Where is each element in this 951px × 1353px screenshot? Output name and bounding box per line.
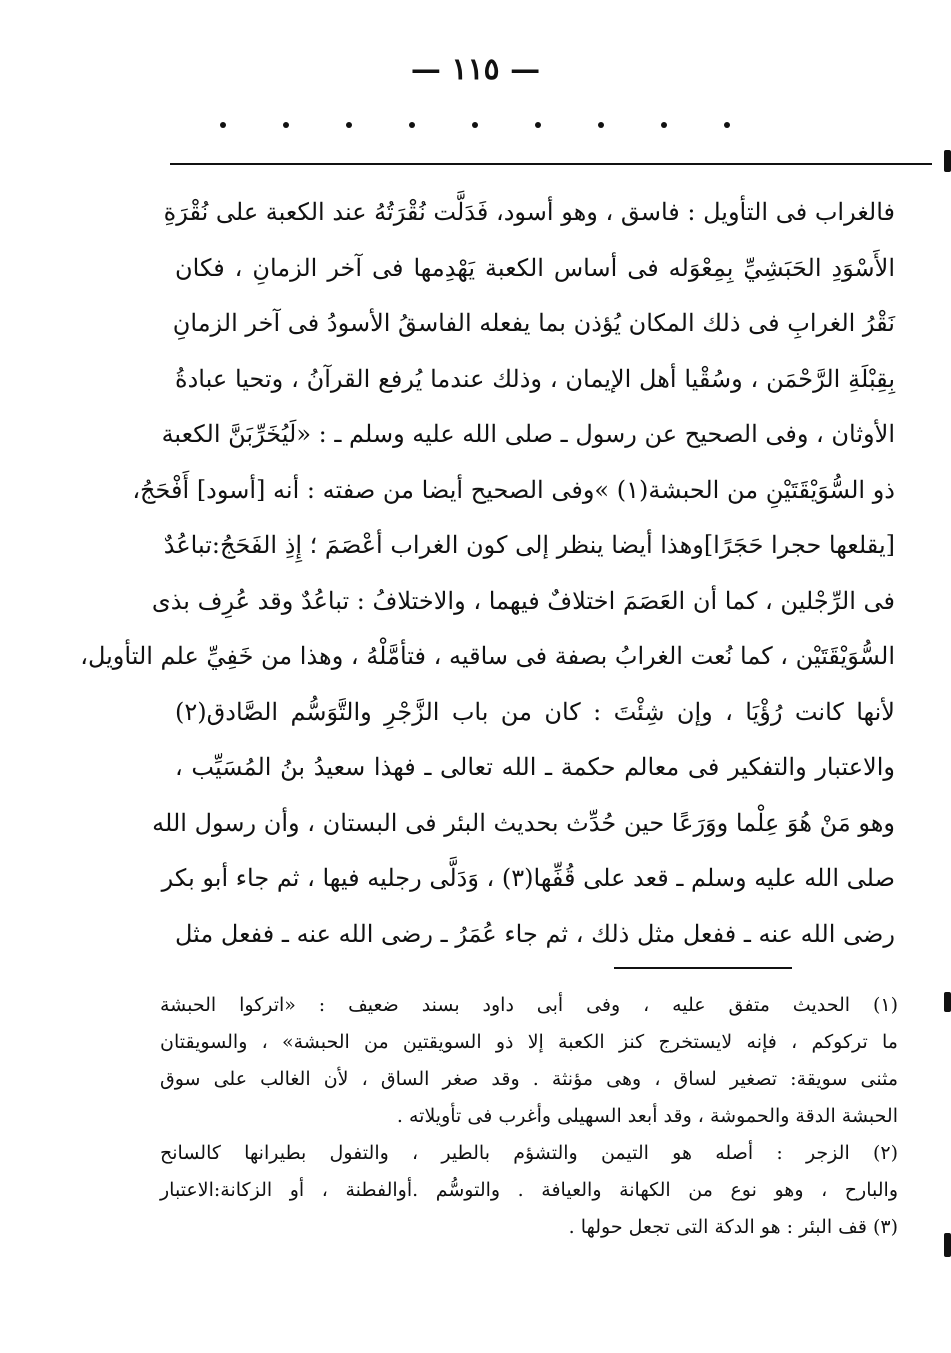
body-line: لأنها كانت رُؤْيَا ، وإن شِئْتَ : كان من باب الزَّجْرِ والتَّوَسُّم الصَّادق(٢) <box>175 697 895 726</box>
ornament-dot <box>598 122 604 128</box>
body-line: رضى الله عنه ـ ففعل مثل ذلك ، ثم جاء عُمَرُ ـ رضى الله عنه ـ ففعل مثل <box>175 919 895 948</box>
footnote-line: مثنى سويقة: تصغير لساق ، وهى مؤنثة . وقد صغر الساق ، لأن الغالب على سوق <box>160 1068 898 1090</box>
ornament-dot <box>661 122 667 128</box>
ornament-dots <box>220 122 730 128</box>
ornament-dot <box>220 122 226 128</box>
body-line: فالغراب فى التأويل : فاسق ، وهو أسود، فَدَلَّت نُقْرَتُهُ عند الكعبة على نُقْرَةِ <box>163 198 895 226</box>
footnote-rule <box>614 967 792 969</box>
body-line: وهو مَنْ هُوَ عِلْما ووَرَعًا حين حُدِّث بحديث البئر فى البستان ، وأن رسول الله <box>152 808 895 837</box>
body-line: صلى الله عليه وسلم ـ قعد على قُفِّها(٣) ، وَدَلَّى رجليه فيها ، ثم جاء أبو بكر <box>161 864 895 892</box>
page-number: — ١١٥ — <box>410 52 541 87</box>
footnote-line: والبارح ، وهو نوع من الكهانة والعيافة . والتوسُّم .أوالفطنة ، أو الزكانة:الاعتبار <box>160 1179 898 1201</box>
ornament-dot <box>283 122 289 128</box>
scan-margin-mark <box>944 992 951 1012</box>
footnote-line: (٢) الزجر : أصله هو التيمن والتشؤم بالطير ، والتفول بطيرانها كالسانح <box>160 1142 898 1164</box>
body-text <box>80 185 896 962</box>
footnote-line: ما تركوكم ، فإنه لايستخرج كنز الكعبة إلا ذو السويقتين من الحبشة» ، والسويقتان <box>160 1031 898 1053</box>
body-line: السُّوَيْقَتَيْن ، كما نُعت الغرابُ بصفة فى ساقيه ، فتأمَّلْهُ ، وهذا من خَفِيِّ علم التأويل، <box>80 642 895 670</box>
footnote-line: الحبشة الدقة والحموشة ، وقد أبعد السهيلى وأغرب فى تأويلاته . <box>396 1105 898 1127</box>
body-line: فى الرِّجْلين ، كما أن العَصَمَ اختلافٌ فيهما ، والاختلافُ : تباعُدٌ وقد عُرِف بذى <box>151 586 895 615</box>
ornament-dot <box>724 122 730 128</box>
scan-margin-mark <box>944 1233 951 1257</box>
header-rule <box>170 163 932 165</box>
ornament-dot <box>472 122 478 128</box>
body-line: بِقِبْلَةِ الرَّحْمَن ، وسُقْيا أهل الإيمان ، وذلك عندما يُرفع القرآنُ ، وتحيا عبادةُ <box>175 364 896 393</box>
ornament-dot <box>409 122 415 128</box>
body-line: ذو السُّوَيْقَتَيْنِ من الحبشة(١) »وفى الصحيح أيضا من صفته : أنه [أسود] أَفْحَجُ، <box>132 475 895 504</box>
footnotes <box>160 987 898 1246</box>
body-line: نَقْرُ الغرابِ فى ذلك المكان يُؤذن بما يفعله الفاسقُ الأسودُ فى آخر الزمانِ <box>172 309 895 337</box>
body-line: [يقلعها حجرا حَجَرًا]وهذا أيضا ينظر إلى كون الغراب أعْصَمَ ؛ إِذِ الفَحَجُ:تباعُدٌ <box>163 531 895 559</box>
scan-margin-mark <box>944 150 951 172</box>
footnote-line: (٣) قف البئر : هو الدكة التى تجعل حولها . <box>568 1216 898 1238</box>
body-line: الأوثان ، وفى الصحيح عن رسول ـ صلى الله عليه وسلم ـ : «لَيُخَرِّبَنَّ الكعبة <box>161 420 895 448</box>
body-line: والاعتبار والتفكير فى معالم حكمة ـ الله تعالى ـ فهذا سعيدُ بنُ المُسَيِّب ، <box>175 753 895 781</box>
footnote-line: (١) الحديث متفق عليه ، وفى أبى داود بسند ضعيف : «اتركوا الحبشة <box>160 994 898 1016</box>
body-line: الأَسْوَدِ الحَبَشِيِّ بِمِعْوَله فى أساس الكعبة يَهْدِمها فى آخر الزمانِ ، فكان <box>175 253 895 282</box>
ornament-dot <box>346 122 352 128</box>
ornament-dot <box>535 122 541 128</box>
